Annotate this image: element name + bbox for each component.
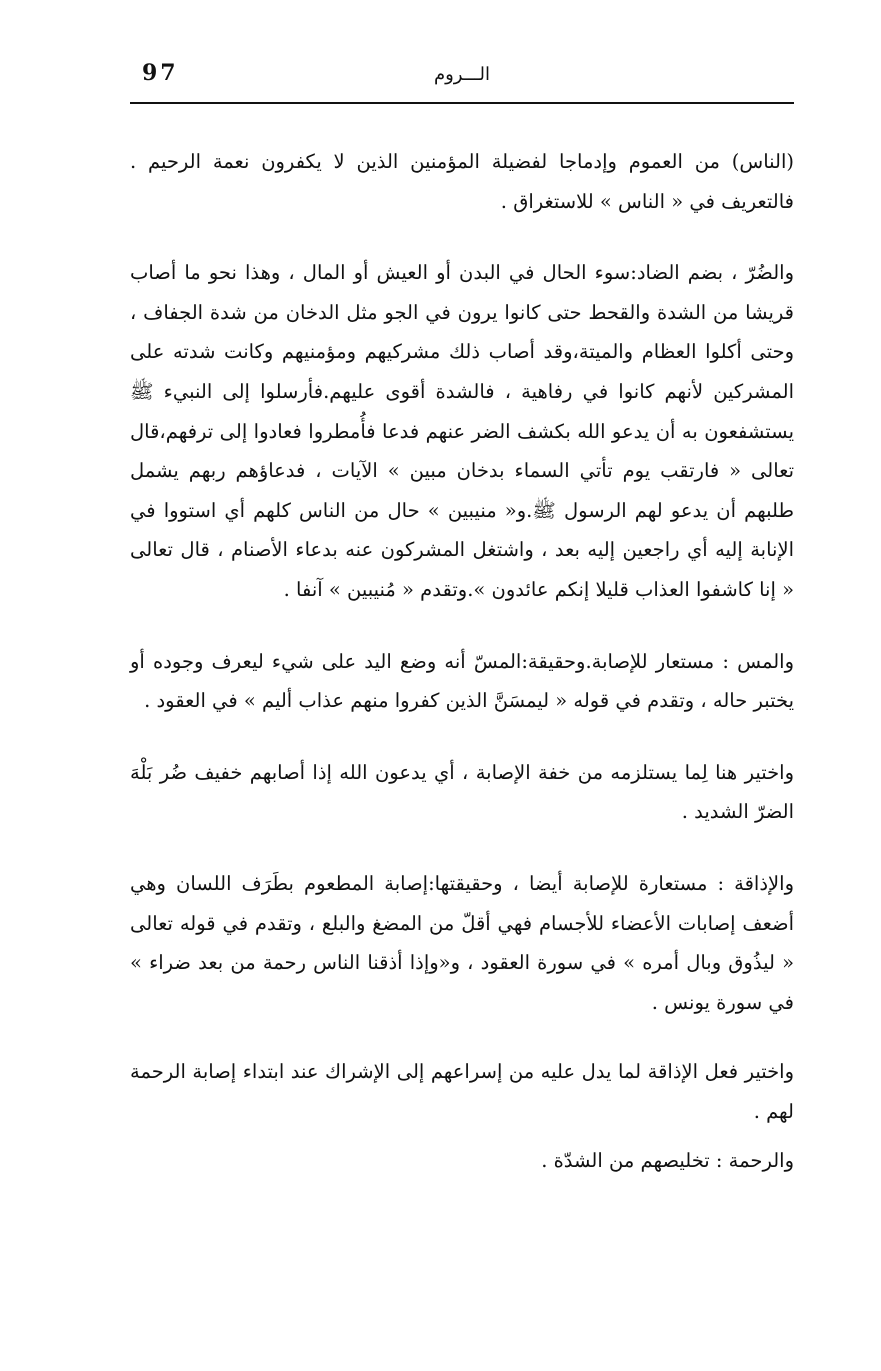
page-number: 97 — [142, 60, 179, 86]
paragraph-5: والإذاقة : مستعارة للإصابة أيضا ، وحقيقتها:إصابة المطعوم بطَرَف اللسان وهي أضعف إصابات الأعضاء للأجسام فهي أقلّ من المضغ والبلع ، وتقدم في قوله تعالى « ليذُوق وبال أمره » في سورة العقود ، و«وإذا أذقنا الناس رحمة من بعد ضراء » في سورة يونس . — [130, 871, 794, 1014]
running-title: الـــروم — [433, 64, 491, 85]
paragraph-7: والرحمة : تخليصهم من الشدّة . — [541, 1149, 794, 1173]
paragraph-2: والضُرّ ، بضم الضاد:سوء الحال في البدن أو العيش أو المال ، وهذا نحو ما أصاب قريشا من الشدة والقحط حتى كانوا يرون في الجو مثل الدخان من شدة الجفاف ، وحتى أكلوا العظام والميتة،وقد أصاب ذلك مشركيهم ومؤمنيهم وكانت شدته على المشركين لأنهم كانوا في رفاهية ، فالشدة أقوى عليهم.فأرسلوا إلى النبيء ﷺ يستشفعون به أن يدعو الله بكشف الضر عنهم فدعا فأُمطروا فعادوا إلى ترفهم،قال تعالى « فارتقب يوم تأتي السماء بدخان مبين » الآيات ، فدعاؤهم ربهم يشمل طلبهم أن يدعو لهم الرسول ﷺ.و« منيبين » حال من الناس كلهم أي استووا في الإنابة إليه أي راجعين إليه بعد ، واشتغل المشركون عنه بدعاء الأصنام ، قال تعالى « إنا كاشفوا العذاب قليلا إنكم عائدون ».وتقدم « مُنيبين » آنفا . — [130, 261, 794, 601]
page-body — [130, 142, 794, 1181]
paragraph-6: واختير فعل الإذاقة لما يدل عليه من إسراعهم إلى الإشراك عند ابتداء إصابة الرحمة لهم . — [130, 1060, 794, 1123]
paragraph-3: والمس : مستعار للإصابة.وحقيقة:المسّ أنه وضع اليد على شيء ليعرف وجوده أو يختبر حاله ، وتقدم في قوله « ليمسَنَّ الذين كفروا منهم عذاب أليم » في العقود . — [130, 649, 794, 713]
paragraph-1: (الناس) من العموم وإدماجا لفضيلة المؤمنين الذين لا يكفرون نعمة الرحيم . فالتعريف في « الناس » للاستغراق . — [130, 150, 794, 213]
page-header — [130, 58, 794, 104]
paragraph-4: واختير هنا لِما يستلزمه من خفة الإصابة ، أي يدعون الله إذا أصابهم خفيف ضُر بَلْهَ الضرّ الشديد . — [130, 760, 794, 824]
